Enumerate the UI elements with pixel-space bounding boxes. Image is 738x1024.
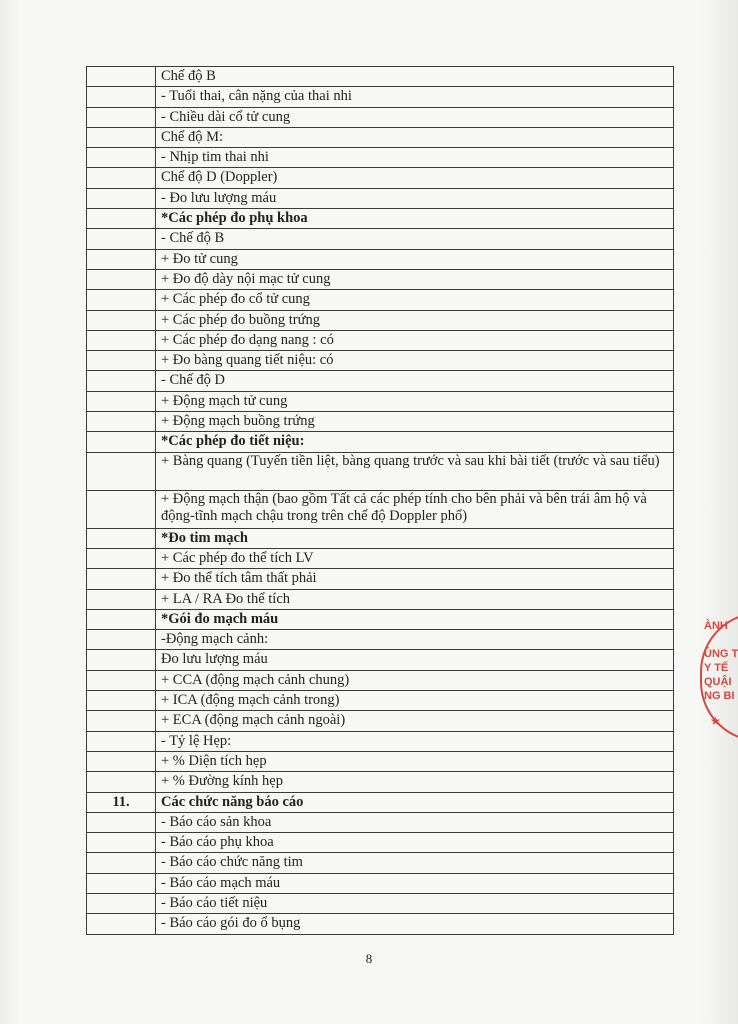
- spec-item-cell: + ECA (động mạch cảnh ngoài): [156, 711, 674, 731]
- item-number-cell: [87, 609, 156, 629]
- stamp-star-icon: ★: [710, 714, 721, 728]
- stamp-text-line: NG BI: [704, 690, 735, 702]
- item-number-cell: [87, 67, 156, 87]
- spec-item-cell: - Chế độ B: [156, 229, 674, 249]
- spec-item-cell: + Các phép đo thể tích LV: [156, 548, 674, 568]
- item-number-cell: [87, 873, 156, 893]
- spec-item-cell: + Đo thể tích tâm thất phải: [156, 569, 674, 589]
- item-number-cell: [87, 249, 156, 269]
- item-number-cell: [87, 188, 156, 208]
- item-number-cell: [87, 148, 156, 168]
- spec-item-cell: + Động mạch tử cung: [156, 391, 674, 411]
- item-number-cell: [87, 711, 156, 731]
- table-row: [87, 412, 674, 432]
- item-number-cell: [87, 691, 156, 711]
- item-number-cell: [87, 269, 156, 289]
- item-number-cell: [87, 569, 156, 589]
- spec-item-cell: - Chiều dài cổ tử cung: [156, 107, 674, 127]
- table-row: [87, 188, 674, 208]
- item-number-cell: [87, 650, 156, 670]
- table-row: [87, 528, 674, 548]
- table-row: [87, 168, 674, 188]
- item-number-cell: [87, 351, 156, 371]
- spec-item-cell: + Các phép đo dạng nang : có: [156, 330, 674, 350]
- spec-item-cell: + Đo tử cung: [156, 249, 674, 269]
- spec-item-cell: - Báo cáo chức năng tim: [156, 853, 674, 873]
- table-row: [87, 229, 674, 249]
- table-row: [87, 87, 674, 107]
- spec-item-cell: - Tỷ lệ Hẹp:: [156, 731, 674, 751]
- spec-item-cell: - Chế độ D: [156, 371, 674, 391]
- item-number-cell: [87, 391, 156, 411]
- item-number-cell: [87, 751, 156, 771]
- table-row: [87, 107, 674, 127]
- item-number-cell: [87, 630, 156, 650]
- table-row: [87, 853, 674, 873]
- spec-item-cell: - Nhịp tim thai nhi: [156, 148, 674, 168]
- table-row: [87, 290, 674, 310]
- spec-item-cell: + Động mạch thận (bao gồm Tất cả các phép tính cho bên phải và bên trái âm hộ và động-tĩnh mạch chậu trong trên chế độ Doppler phổ): [156, 490, 674, 528]
- spec-item-cell: + ICA (động mạch cảnh trong): [156, 691, 674, 711]
- table-row: [87, 670, 674, 690]
- item-number-cell: [87, 490, 156, 528]
- table-row: [87, 691, 674, 711]
- section-heading-cell: Các chức năng báo cáo: [156, 792, 674, 812]
- item-number-cell: [87, 168, 156, 188]
- spec-item-cell: - Báo cáo tiết niệu: [156, 893, 674, 913]
- item-number-cell: [87, 452, 156, 490]
- table-row: [87, 772, 674, 792]
- item-number-cell: [87, 127, 156, 147]
- spec-item-cell: Chế độ D (Doppler): [156, 168, 674, 188]
- item-number-cell: [87, 914, 156, 934]
- item-number-cell: [87, 371, 156, 391]
- item-number-cell: [87, 528, 156, 548]
- spec-item-cell: + Đo bàng quang tiết niệu: có: [156, 351, 674, 371]
- table-row: [87, 67, 674, 87]
- stamp-text-line: ÀNH: [704, 620, 728, 632]
- table-row: [87, 833, 674, 853]
- item-number-cell: [87, 853, 156, 873]
- stamp-text-line: QUẬI: [704, 676, 732, 688]
- table-row: [87, 650, 674, 670]
- table-row: [87, 812, 674, 832]
- table-row: [87, 490, 674, 528]
- table-row: [87, 893, 674, 913]
- table-row: [87, 609, 674, 629]
- spec-item-cell: + Đo độ dày nội mạc tử cung: [156, 269, 674, 289]
- spec-item-cell: + % Đường kính hẹp: [156, 772, 674, 792]
- spec-item-cell: -Động mạch cảnh:: [156, 630, 674, 650]
- table-row: [87, 751, 674, 771]
- table-row: [87, 249, 674, 269]
- table-row: [87, 914, 674, 934]
- spec-item-cell: - Báo cáo sản khoa: [156, 812, 674, 832]
- spec-item-cell: + LA / RA Đo thể tích: [156, 589, 674, 609]
- stamp-text-line: ỦNG T: [704, 648, 738, 660]
- spec-item-cell: + Bàng quang (Tuyến tiền liệt, bàng quang trước và sau khi bài tiết (trước và sau tiểu): [156, 452, 674, 490]
- table-row: [87, 569, 674, 589]
- spec-item-cell: Chế độ M:: [156, 127, 674, 147]
- table-row: [87, 731, 674, 751]
- table-row: [87, 432, 674, 452]
- stamp-text-line: Y TẾ: [704, 662, 729, 674]
- spec-item-cell: - Tuổi thai, cân nặng của thai nhi: [156, 87, 674, 107]
- page-number: 8: [365, 951, 373, 966]
- table-row: [87, 351, 674, 371]
- item-number-cell: [87, 330, 156, 350]
- table-row: [87, 310, 674, 330]
- section-heading-cell: *Các phép đo tiết niệu:: [156, 432, 674, 452]
- section-heading-cell: *Gói đo mạch máu: [156, 609, 674, 629]
- table-row: [87, 711, 674, 731]
- item-number-cell: [87, 772, 156, 792]
- item-number-cell: [87, 290, 156, 310]
- spec-item-cell: Đo lưu lượng máu: [156, 650, 674, 670]
- table-row: [87, 873, 674, 893]
- spec-item-cell: + Các phép đo cổ tử cung: [156, 290, 674, 310]
- spec-item-cell: + CCA (động mạch cảnh chung): [156, 670, 674, 690]
- item-number-cell: [87, 589, 156, 609]
- table-row: [87, 127, 674, 147]
- table-row: [87, 148, 674, 168]
- item-number-cell: [87, 548, 156, 568]
- table-row: [87, 209, 674, 229]
- red-seal-stamp: [698, 612, 738, 742]
- specification-table: [86, 66, 674, 935]
- table-row: [87, 630, 674, 650]
- spec-item-cell: - Báo cáo mạch máu: [156, 873, 674, 893]
- item-number-cell: [87, 412, 156, 432]
- table-row: [87, 371, 674, 391]
- item-number-cell: [87, 670, 156, 690]
- table-row: [87, 391, 674, 411]
- item-number-cell: [87, 209, 156, 229]
- spec-item-cell: + % Diện tích hẹp: [156, 751, 674, 771]
- item-number-cell: [87, 432, 156, 452]
- spec-item-cell: - Đo lưu lượng máu: [156, 188, 674, 208]
- item-number-cell: [87, 229, 156, 249]
- item-number-cell: 11.: [87, 792, 156, 812]
- section-heading-cell: *Đo tim mạch: [156, 528, 674, 548]
- spec-item-cell: - Báo cáo phụ khoa: [156, 833, 674, 853]
- table-row: [87, 548, 674, 568]
- item-number-cell: [87, 107, 156, 127]
- item-number-cell: [87, 833, 156, 853]
- table-row: [87, 269, 674, 289]
- table-row: [87, 452, 674, 490]
- table-row: [87, 589, 674, 609]
- item-number-cell: [87, 731, 156, 751]
- section-heading-cell: *Các phép đo phụ khoa: [156, 209, 674, 229]
- item-number-cell: [87, 87, 156, 107]
- table-row: [87, 792, 674, 812]
- specification-table-body: [87, 67, 674, 935]
- spec-item-cell: Chế độ B: [156, 67, 674, 87]
- spec-item-cell: - Báo cáo gói đo ổ bụng: [156, 914, 674, 934]
- item-number-cell: [87, 893, 156, 913]
- item-number-cell: [87, 310, 156, 330]
- spec-item-cell: + Động mạch buồng trứng: [156, 412, 674, 432]
- item-number-cell: [87, 812, 156, 832]
- spec-item-cell: + Các phép đo buồng trứng: [156, 310, 674, 330]
- table-row: [87, 330, 674, 350]
